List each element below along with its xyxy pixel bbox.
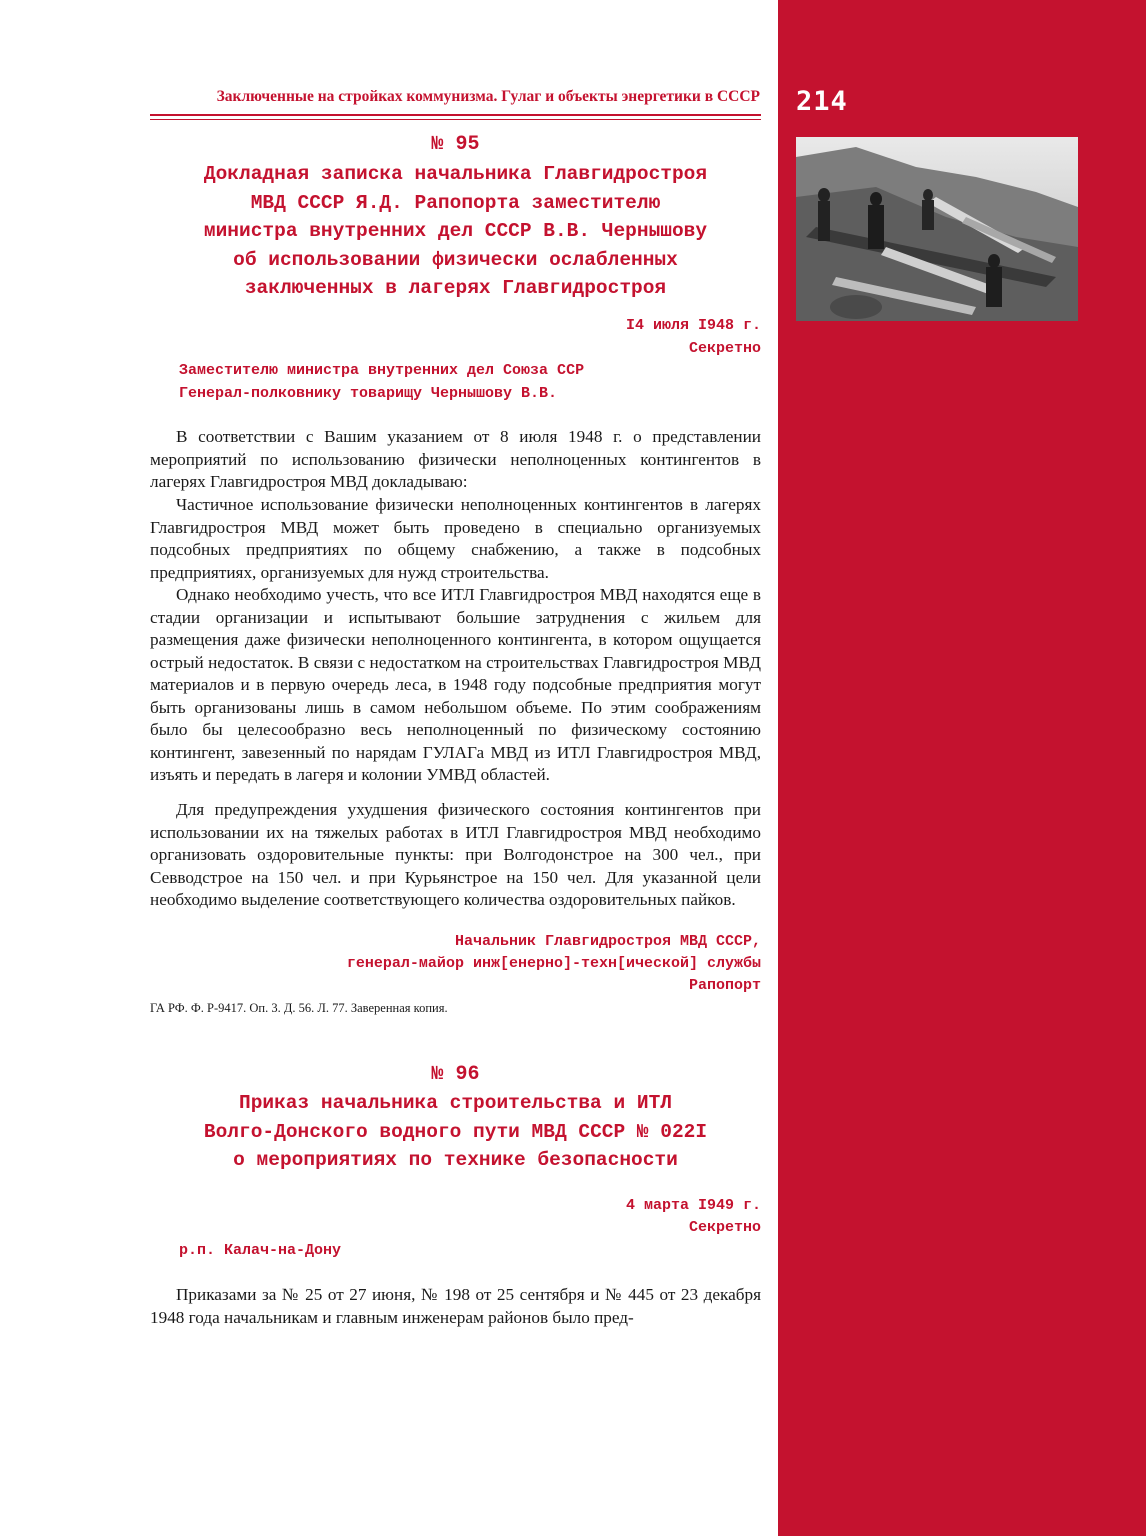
construction-photo-image [796, 137, 1078, 321]
doc96-date: 4 марта I949 г. [625, 1197, 761, 1214]
doc95-signature-line: генерал-майор инж[енерно]-техн[ической] службы [346, 955, 761, 972]
doc95-title-line: министра внутренних дел СССР В.В. Чернышову [203, 220, 708, 242]
doc95-paragraph: Частичное использование физически неполноценных контингентов в лагерях Главгидростроя МВД может быть проведено в специально организуемых подсобных предприятиях по общему снабжению, а также в подсобных предприятиях, организуемых для нужд строительства. [150, 495, 761, 582]
doc96-title-line: Приказ начальника строительства и ИТЛ [239, 1092, 672, 1114]
doc95-title-line: об использовании физически ослабленных [233, 248, 678, 271]
doc95-addressee-line: Генерал-полковнику товарищу Чернышову В.В. [179, 385, 558, 402]
doc96-paragraph: Приказами за № 25 от 27 июня, № 198 от 25 сентября и № 445 от 23 декабря 1948 года начальникам и главным инженерам районов было пред- [150, 1285, 761, 1327]
page-number: 214 [796, 86, 848, 117]
running-head: Заключенные на стройках коммунизма. Гулаг и объекты энергетики в СССР [216, 88, 760, 105]
doc96-title [150, 1089, 761, 1175]
header-rule-thin [150, 119, 761, 120]
doc95-paragraph: В соответствии с Вашим указанием от 8 июля 1948 г. о представлении мероприятий по использованию физически неполноценных контингентов в лагерях Главгидростроя МВД докладываю: [150, 427, 761, 491]
doc95-title-line: МВД СССР Я.Д. Рапопорта заместителю [250, 191, 661, 214]
doc95-classification: Секретно [688, 340, 761, 357]
doc95-signature-line: Начальник Главгидростроя МВД СССР, [454, 933, 761, 950]
doc95-signature-line: Рапопорт [688, 977, 761, 994]
doc96-title-line: о мероприятиях по технике безопасности [233, 1149, 678, 1171]
doc96-title-line: Волго-Донского водного пути МВД СССР № 022I [203, 1120, 708, 1143]
doc95-paragraph: Для предупреждения ухудшения физического состояния контингентов при использовании их на тяжелых работах в ИТЛ Главгидростроя МВД необходимо организовать оздоровительные пункты: при Волгодонстрое на 300 чел., при Севводстрое на 150 чел. и при Курьянстрое на 150 чел. Для указанной цели необходимо выделение соответствующего количества оздоровительных пайков. [150, 800, 761, 909]
doc95-addressee-line: Заместителю министра внутренних дел Союза ССР [179, 362, 585, 379]
doc96-place: р.п. Калач-на-Дону [179, 1242, 342, 1259]
doc95-number: № 95 [431, 133, 480, 156]
doc95-paragraph: Однако необходимо учесть, что все ИТЛ Главгидростроя МВД находятся еще в стадии организации и испытывают большие затруднения с жильем для размещения даже физически неполноценного контингента, в котором ощущается острый недостаток. В связи с недостатком на строительствах Главгидростроя МВД материалов и в первую очередь леса, в 1948 году подсобные предприятия могут быть организованы лишь в самом небольшом объеме. По этим соображениям было бы целесообразно весь неполноценный по физическому состоянию контингент, завезенный по нарядам ГУЛАГа МВД из ИТЛ Главгидростроя МВД, изъять и передать в лагеря и колонии УМВД областей. [150, 585, 761, 784]
header-rule-thick [150, 114, 761, 116]
doc95-source: ГА РФ. Ф. Р-9417. Оп. 3. Д. 56. Л. 77. Заверенная копия. [150, 1001, 448, 1015]
doc95-title-line: заключенных в лагерях Главгидростроя [244, 277, 667, 299]
doc96-classification: Секретно [688, 1219, 761, 1236]
doc95-date: I4 июля I948 г. [625, 317, 761, 334]
doc95-title-line: Докладная записка начальника Главгидростроя [203, 163, 708, 185]
doc95-title [150, 160, 761, 303]
construction-photo [796, 137, 1078, 321]
doc96-number: № 96 [431, 1063, 480, 1086]
